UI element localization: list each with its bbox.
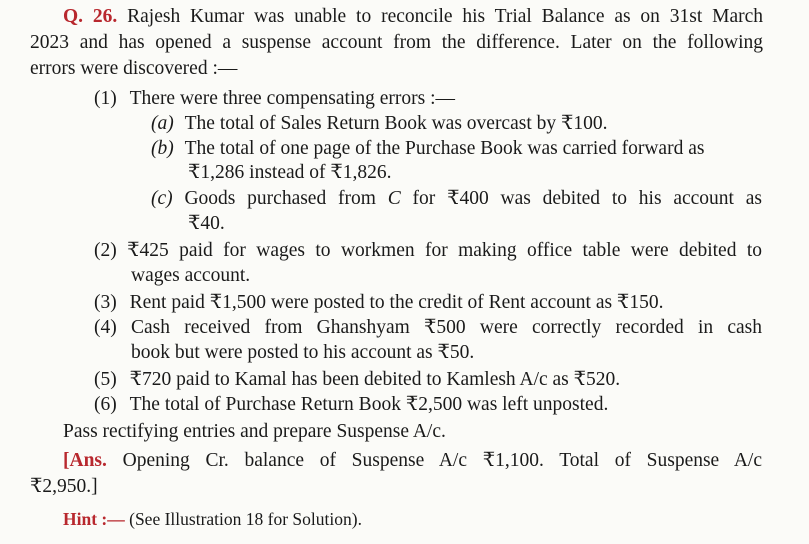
error-item-1 [94,87,455,111]
error-item-2-line-1 [94,239,762,263]
error-sub-c-label: (c) [151,188,173,209]
error-item-6-text: The total of Purchase Return Book ₹2,500 was left unposted. [129,394,609,415]
error-sub-b-text-2: ₹1,286 instead of ₹1,826. [188,162,392,183]
error-item-1-text: There were three compensating errors :— [129,88,456,109]
question-intro-line-1 [63,5,763,29]
question-intro-text-1: Rajesh Kumar was unable to reconcile his Trial Balance as on 31st March [127,6,764,27]
error-item-1-label: (1) [94,88,117,109]
answer-text-1: Opening Cr. balance of Suspense A/c ₹1,100. Total of Suspense A/c [122,450,762,471]
hint-label: Hint :— [63,509,125,529]
error-sub-c-line-1 [151,187,762,211]
error-item-3 [94,291,663,315]
error-item-2-label: (2) [94,240,117,261]
error-item-2-text-1: ₹425 paid for wages to workmen for making office table were debited to [127,240,762,261]
error-sub-c-party: C [387,188,401,209]
error-item-3-text: Rent paid ₹1,500 were posted to the credit of Rent account as ₹150. [129,292,664,313]
answer-bracket: [ [63,450,70,471]
question-intro-line-3: errors were discovered :— [30,58,238,79]
error-item-6-label: (6) [94,394,117,415]
error-sub-a [151,112,608,136]
answer-label: Ans. [69,450,107,471]
error-item-4-text-1: Cash received from Ghanshyam ₹500 were correctly recorded in cash [130,317,762,338]
error-sub-b-label: (b) [151,138,174,159]
error-sub-a-label: (a) [151,113,174,134]
error-item-3-label: (3) [94,292,117,313]
error-item-2-text-2: wages account. [131,265,251,286]
answer-line-1 [63,449,762,473]
error-item-5-label: (5) [94,369,117,390]
question-intro-line-2: 2023 and has opened a suspense account from the difference. Later on the following [30,32,763,53]
error-sub-c-text-2: ₹40. [188,213,225,234]
error-sub-c-text-pre: Goods purchased from [184,188,376,209]
error-item-5-text: ₹720 paid to Kamal has been debited to Kamlesh A/c as ₹520. [129,369,621,390]
question-number: Q. 26. [63,6,118,27]
error-item-5 [94,368,620,392]
error-sub-a-text: The total of Sales Return Book was overcast by ₹100. [184,113,608,134]
error-item-4-label: (4) [94,317,117,338]
error-item-6 [94,393,608,417]
error-sub-b-text-1: The total of one page of the Purchase Book was carried forward as [184,138,705,159]
hint-text: (See Illustration 18 for Solution). [129,509,362,529]
error-item-4-text-2: book but were posted to his account as ₹50. [131,342,475,363]
error-sub-c-text-post: for ₹400 was debited to his account as [412,188,763,209]
error-sub-b-line-1 [151,137,762,161]
answer-text-2: ₹2,950.] [30,476,98,497]
error-item-4-line-1 [94,316,762,340]
instruction-text: Pass rectifying entries and prepare Suspense A/c. [63,421,446,442]
hint-line [63,507,362,531]
